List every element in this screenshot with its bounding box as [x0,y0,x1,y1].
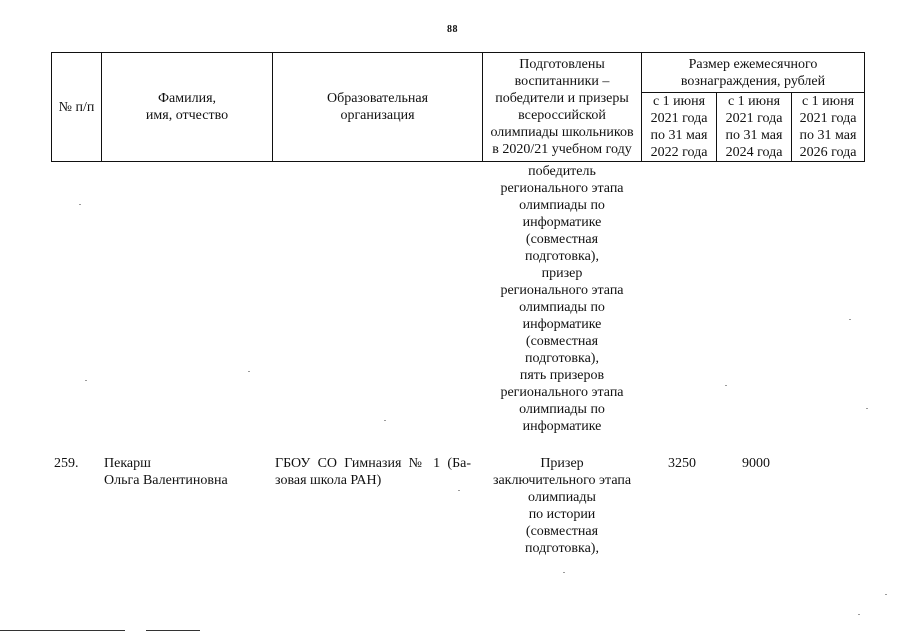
page-number: 88 [447,24,458,35]
footer-rule [146,630,200,631]
scan-speck [563,572,565,573]
row-achievements: Призер заключительного этапа олимпиады по истории (совместная подготовка), [492,456,632,556]
scan-speck [866,408,868,409]
header-cell-period-2024: с 1 июня 2021 года по 31 мая 2024 года [717,93,792,162]
row-amount-2022: 3250 [668,456,696,471]
scan-speck [885,594,887,595]
header-cell-period-2022: с 1 июня 2021 года по 31 мая 2022 года [642,93,717,162]
row-number: 259. [54,456,79,471]
scan-speck [858,614,860,615]
footer-rule [0,630,125,631]
row-amount-2024: 9000 [742,456,770,471]
header-cell-achievements: Подготовлены воспитанники – победители и призеры всероссийской олимпиады школьников в 2020/21 учебном году [483,53,642,162]
scan-speck [725,385,727,386]
header-cell-organization: Образовательная организация [273,53,483,162]
scan-speck [849,319,851,320]
header-cell-name: Фамилия, имя, отчество [102,53,273,162]
header-cell-period-2026: с 1 июня 2021 года по 31 мая 2026 года [792,93,865,162]
header-cell-reward: Размер ежемесячного вознаграждения, рублей [642,53,865,93]
scan-speck [79,204,81,205]
achievements-continuation: победитель регионального этапа олимпиады по информатике (совместная подготовка), призер регионального этапа олимпиады по информатике (совместная подготовка), пять призеров регионального этапа олимпиады по информатике [500,164,624,434]
row-person-name: Пекарш Ольга Валентиновна [104,456,228,488]
row-organization: ГБОУ СО Гимназия № 1 (Ба- зовая школа РАН) [275,456,471,488]
scan-speck [248,371,250,372]
header-cell-number: № п/п [52,53,102,162]
scan-speck [458,490,460,491]
table-header [51,52,865,162]
scan-speck [85,380,87,381]
scan-speck [384,420,386,421]
